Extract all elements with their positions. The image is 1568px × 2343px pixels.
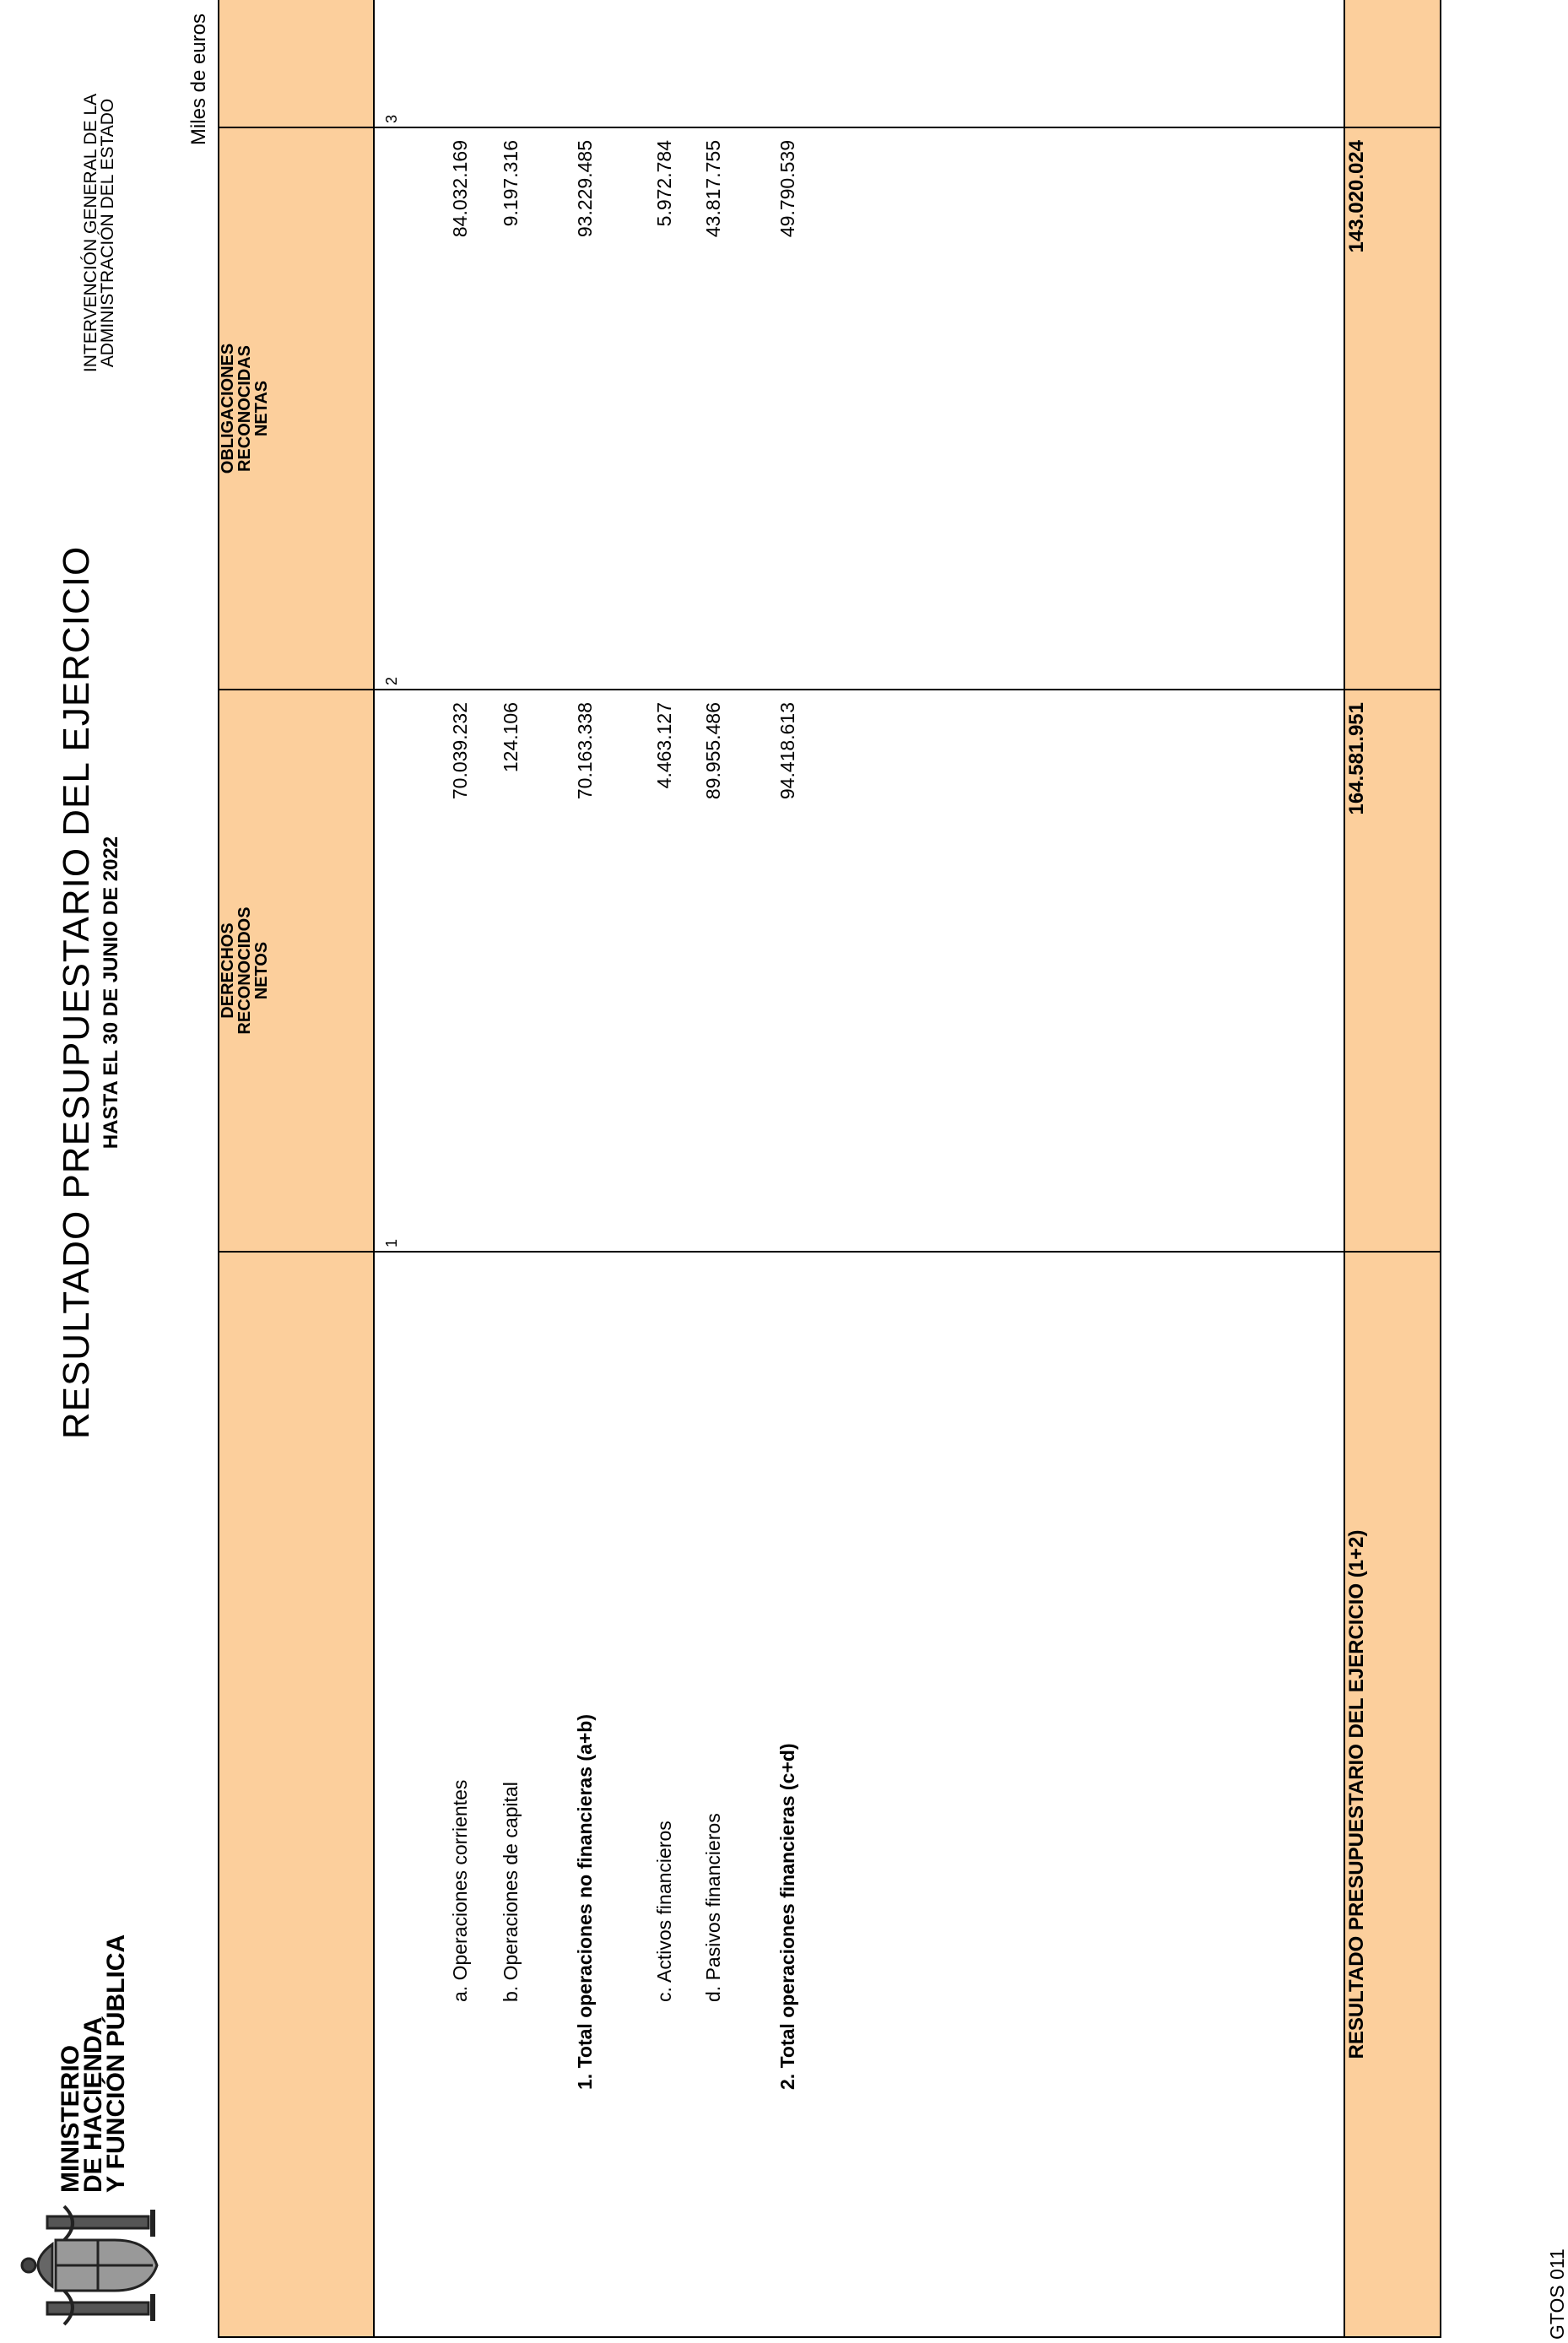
header-blank-cell bbox=[219, 1252, 374, 2337]
table-body-row bbox=[374, 0, 1344, 2337]
row-label-total: 1. Total operaciones no financieras (a+b) bbox=[574, 1714, 596, 2090]
importes-values-cell bbox=[374, 0, 1344, 127]
value: 70.163.338 bbox=[574, 702, 596, 800]
title-block bbox=[56, 486, 123, 1499]
column-header-label: DERECHOS RECONOCIDOS NETOS bbox=[219, 906, 271, 1035]
page-title: RESULTADO PRESUPUESTARIO DEL EJERCICIO bbox=[56, 545, 97, 1440]
ministry-line-3: Y FUNCIÓN PÚBLICA bbox=[102, 1934, 130, 2193]
row-labels-cell bbox=[374, 1252, 1344, 2337]
value: 89.955.486 bbox=[702, 702, 724, 800]
total-value: 164.581.951 bbox=[1344, 690, 1441, 1252]
total-label: RESULTADO PRESUPUESTARIO DEL EJERCICIO (1+2) bbox=[1344, 1252, 1441, 2337]
row-label: a. Operaciones corrientes bbox=[449, 1779, 471, 2002]
column-number: 3 bbox=[383, 114, 400, 123]
units-label: Miles de euros bbox=[187, 14, 210, 146]
value: 70.039.232 bbox=[449, 702, 471, 800]
column-header-obligaciones bbox=[219, 127, 374, 690]
table-total-row bbox=[1344, 0, 1441, 2337]
row-label: c. Activos financieros bbox=[653, 1821, 675, 2002]
value: 93.229.485 bbox=[574, 140, 596, 238]
value: 49.790.539 bbox=[776, 140, 798, 238]
row-label: b. Operaciones de capital bbox=[500, 1782, 522, 2002]
value: 4.463.127 bbox=[653, 702, 675, 789]
agency-name bbox=[83, 14, 116, 452]
agency-line-1: INTERVENCIÓN GENERAL DE LA bbox=[81, 93, 100, 373]
total-value: 143.020.024 bbox=[1344, 127, 1441, 690]
value: 124.106 bbox=[500, 702, 522, 773]
total-value bbox=[1344, 0, 1441, 127]
obligaciones-values-cell bbox=[374, 127, 1344, 690]
form-code: GTOS 011 bbox=[1546, 2248, 1568, 2340]
value: 9.197.316 bbox=[500, 140, 522, 227]
value: 43.817.755 bbox=[702, 140, 724, 238]
column-number: 2 bbox=[383, 676, 400, 685]
ministry-line-2: DE HACIENDA bbox=[79, 2016, 107, 2193]
derechos-values-cell bbox=[374, 690, 1344, 1252]
column-header-importes bbox=[219, 0, 374, 127]
value: 84.032.169 bbox=[449, 140, 471, 238]
row-label: d. Pasivos financieros bbox=[702, 1813, 724, 2002]
value: 94.418.613 bbox=[776, 702, 798, 800]
column-header-label: OBLIGACIONES RECONOCIDAS NETAS bbox=[219, 343, 271, 474]
page-subtitle: HASTA EL 30 DE JUNIO DE 2022 bbox=[100, 836, 122, 1150]
agency-line-2: ADMINISTRACIÓN DEL ESTADO bbox=[98, 98, 117, 368]
ministry-line-1: MINISTERIO bbox=[57, 2044, 84, 2193]
value: 5.972.784 bbox=[653, 140, 675, 227]
row-label-total: 2. Total operaciones financieras (c+d) bbox=[776, 1743, 798, 2090]
ministry-name bbox=[57, 1934, 130, 2193]
table-header-row bbox=[219, 0, 374, 2337]
budget-result-table bbox=[218, 0, 1441, 2338]
column-number: 1 bbox=[383, 1238, 400, 1247]
column-header-derechos bbox=[219, 690, 374, 1252]
coat-of-arms-icon bbox=[14, 2198, 174, 2333]
